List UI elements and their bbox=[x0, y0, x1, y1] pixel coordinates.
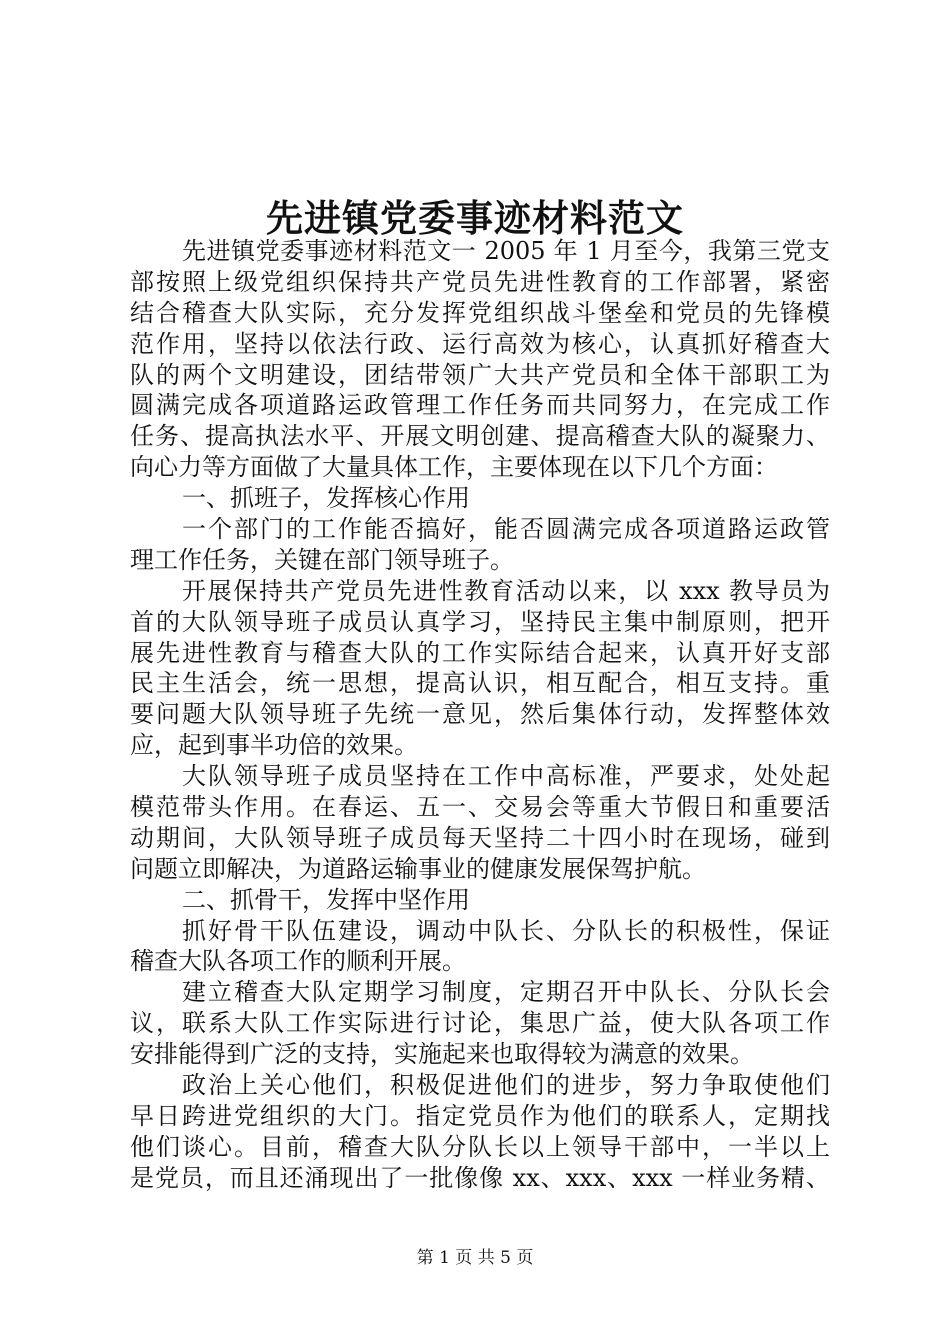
document-title: 先进镇党委事迹材料范文 bbox=[266, 196, 684, 240]
text-line: 安排能得到广泛的支持，实施起来也取得较为满意的效果。 bbox=[130, 1040, 754, 1069]
text-line: 是党员，而且还涌现出了一批像像 xx、xxx、xxx 一样业务精、 bbox=[130, 1163, 830, 1192]
text-line: 队的两个文明建设，团结带领广大共产党员和全体干部职工为 bbox=[130, 360, 830, 389]
text-line: 动期间，大队领导班子成员每天坚持二十四小时在现场，碰到 bbox=[130, 823, 830, 852]
text-line: 任务、提高执法水平、开展文明创建、提高稽查大队的凝聚力、 bbox=[130, 422, 830, 451]
text-line: 大队领导班子成员坚持在工作中高标准，严要求，处处起 bbox=[182, 762, 830, 791]
document-body bbox=[130, 236, 830, 1194]
text-line: 结合稽查大队实际，充分发挥党组织战斗堡垒和党员的先锋模 bbox=[130, 298, 830, 327]
text-line: 二、抓骨干，发挥中坚作用 bbox=[182, 885, 470, 914]
text-line: 首的大队领导班子成员认真学习，坚持民主集中制原则，把开 bbox=[130, 607, 830, 636]
text-line: 稽查大队各项工作的顺利开展。 bbox=[130, 947, 466, 976]
text-line: 理工作任务，关键在部门领导班子。 bbox=[130, 545, 514, 574]
text-line: 要问题大队领导班子先统一意见，然后集体行动，发挥整体效 bbox=[130, 700, 830, 729]
text-line: 一、抓班子，发挥核心作用 bbox=[182, 484, 470, 513]
text-line: 圆满完成各项道路运政管理工作任务而共同努力，在完成工作 bbox=[130, 391, 830, 420]
text-line: 部按照上级党组织保持共产党员先进性教育的工作部署，紧密 bbox=[130, 267, 830, 296]
text-line: 开展保持共产党员先进性教育活动以来，以 xxx 教导员为 bbox=[182, 576, 830, 605]
page-footer: 第 1 页 共 5 页 bbox=[416, 1248, 534, 1268]
text-line: 范作用，坚持以依法行政、运行高效为核心，认真抓好稽查大 bbox=[130, 329, 830, 358]
text-line: 展先进性教育与稽查大队的工作实际结合起来，认真开好支部 bbox=[130, 638, 830, 667]
text-line: 建立稽查大队定期学习制度，定期召开中队长、分队长会 bbox=[182, 978, 830, 1007]
text-line: 先进镇党委事迹材料范文一 2005 年 1 月至今，我第三党支 bbox=[182, 237, 830, 265]
text-line: 议，联系大队工作实际进行讨论，集思广益，使大队各项工作 bbox=[130, 1009, 830, 1038]
text-line: 模范带头作用。在春运、五一、交易会等重大节假日和重要活 bbox=[130, 793, 830, 822]
text-line: 早日跨进党组织的大门。指定党员作为他们的联系人，定期找 bbox=[130, 1101, 830, 1130]
text-line: 民主生活会，统一思想，提高认识，相互配合，相互支持。重 bbox=[130, 669, 830, 698]
text-line: 一个部门的工作能否搞好，能否圆满完成各项道路运政管 bbox=[182, 515, 830, 544]
text-line: 政治上关心他们，积极促进他们的进步，努力争取使他们 bbox=[182, 1071, 830, 1100]
text-line: 向心力等方面做了大量具体工作，主要体现在以下几个方面： bbox=[130, 453, 778, 482]
text-line: 应，起到事半功倍的效果。 bbox=[130, 731, 418, 760]
text-line: 问题立即解决，为道路运输事业的健康发展保驾护航。 bbox=[130, 854, 706, 883]
text-line: 他们谈心。目前，稽查大队分队长以上领导干部中，一半以上 bbox=[130, 1132, 830, 1161]
text-line: 抓好骨干队伍建设，调动中队长、分队长的积极性，保证 bbox=[182, 916, 830, 945]
